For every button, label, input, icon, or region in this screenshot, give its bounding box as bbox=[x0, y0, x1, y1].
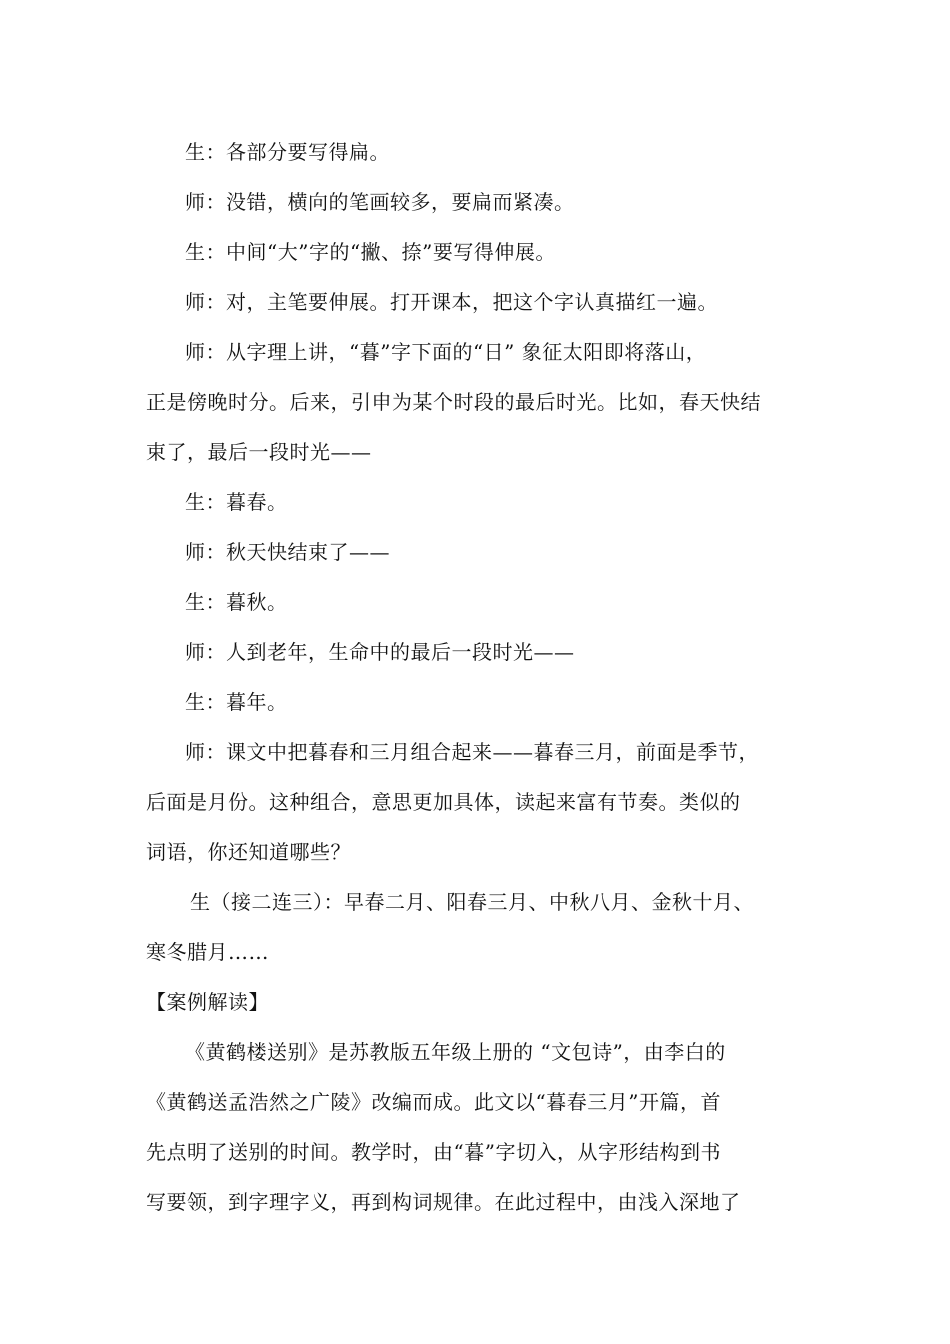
dialogue-line: 师：没错，横向的笔画较多，要扁而紧凑。 bbox=[185, 190, 575, 214]
dialogue-line: 师：从字理上讲，“暮”字下面的“日” 象征太阳即将落山， bbox=[185, 340, 707, 364]
commentary-line: 《黄鹤送孟浩然之广陵》改编而成。此文以“暮春三月”开篇，首 bbox=[146, 1090, 721, 1114]
dialogue-line: 生：暮年。 bbox=[185, 690, 288, 714]
dialogue-line: 后面是月份。这种组合，意思更加具体，读起来富有节奏。类似的 bbox=[146, 790, 741, 814]
dialogue-line: 师：对，主笔要伸展。打开课本，把这个字认真描红一遍。 bbox=[185, 290, 718, 314]
dialogue-line: 生（接二连三）：早春二月、阳春三月、中秋八月、金秋十月、 bbox=[190, 890, 754, 914]
dialogue-line: 师：课文中把暮春和三月组合起来——暮春三月，前面是季节， bbox=[185, 740, 759, 764]
dialogue-line: 生：中间“大”字的“撇、捺”要写得伸展。 bbox=[185, 240, 556, 264]
dialogue-line: 束了，最后一段时光—— bbox=[146, 440, 372, 464]
dialogue-line: 师：人到老年，生命中的最后一段时光—— bbox=[185, 640, 575, 664]
commentary-line: 写要领，到字理字义，再到构词规律。在此过程中，由浅入深地了 bbox=[146, 1190, 741, 1214]
section-heading: 【案例解读】 bbox=[146, 990, 269, 1014]
commentary-line: 先点明了送别的时间。教学时，由“暮”字切入，从字形结构到书 bbox=[146, 1140, 721, 1164]
dialogue-line: 寒冬腊月…… bbox=[146, 940, 269, 964]
dialogue-line: 词语，你还知道哪些？ bbox=[146, 840, 351, 864]
commentary-line: 《黄鹤楼送别》是苏教版五年级上册的 “文包诗”，由李白的 bbox=[185, 1040, 726, 1064]
dialogue-line: 生：暮秋。 bbox=[185, 590, 288, 614]
dialogue-line: 生：暮春。 bbox=[185, 490, 288, 514]
dialogue-line: 正是傍晚时分。后来，引申为某个时段的最后时光。比如，春天快结 bbox=[146, 390, 761, 414]
dialogue-line: 师：秋天快结束了—— bbox=[185, 540, 390, 564]
dialogue-line: 生：各部分要写得扁。 bbox=[185, 140, 390, 164]
